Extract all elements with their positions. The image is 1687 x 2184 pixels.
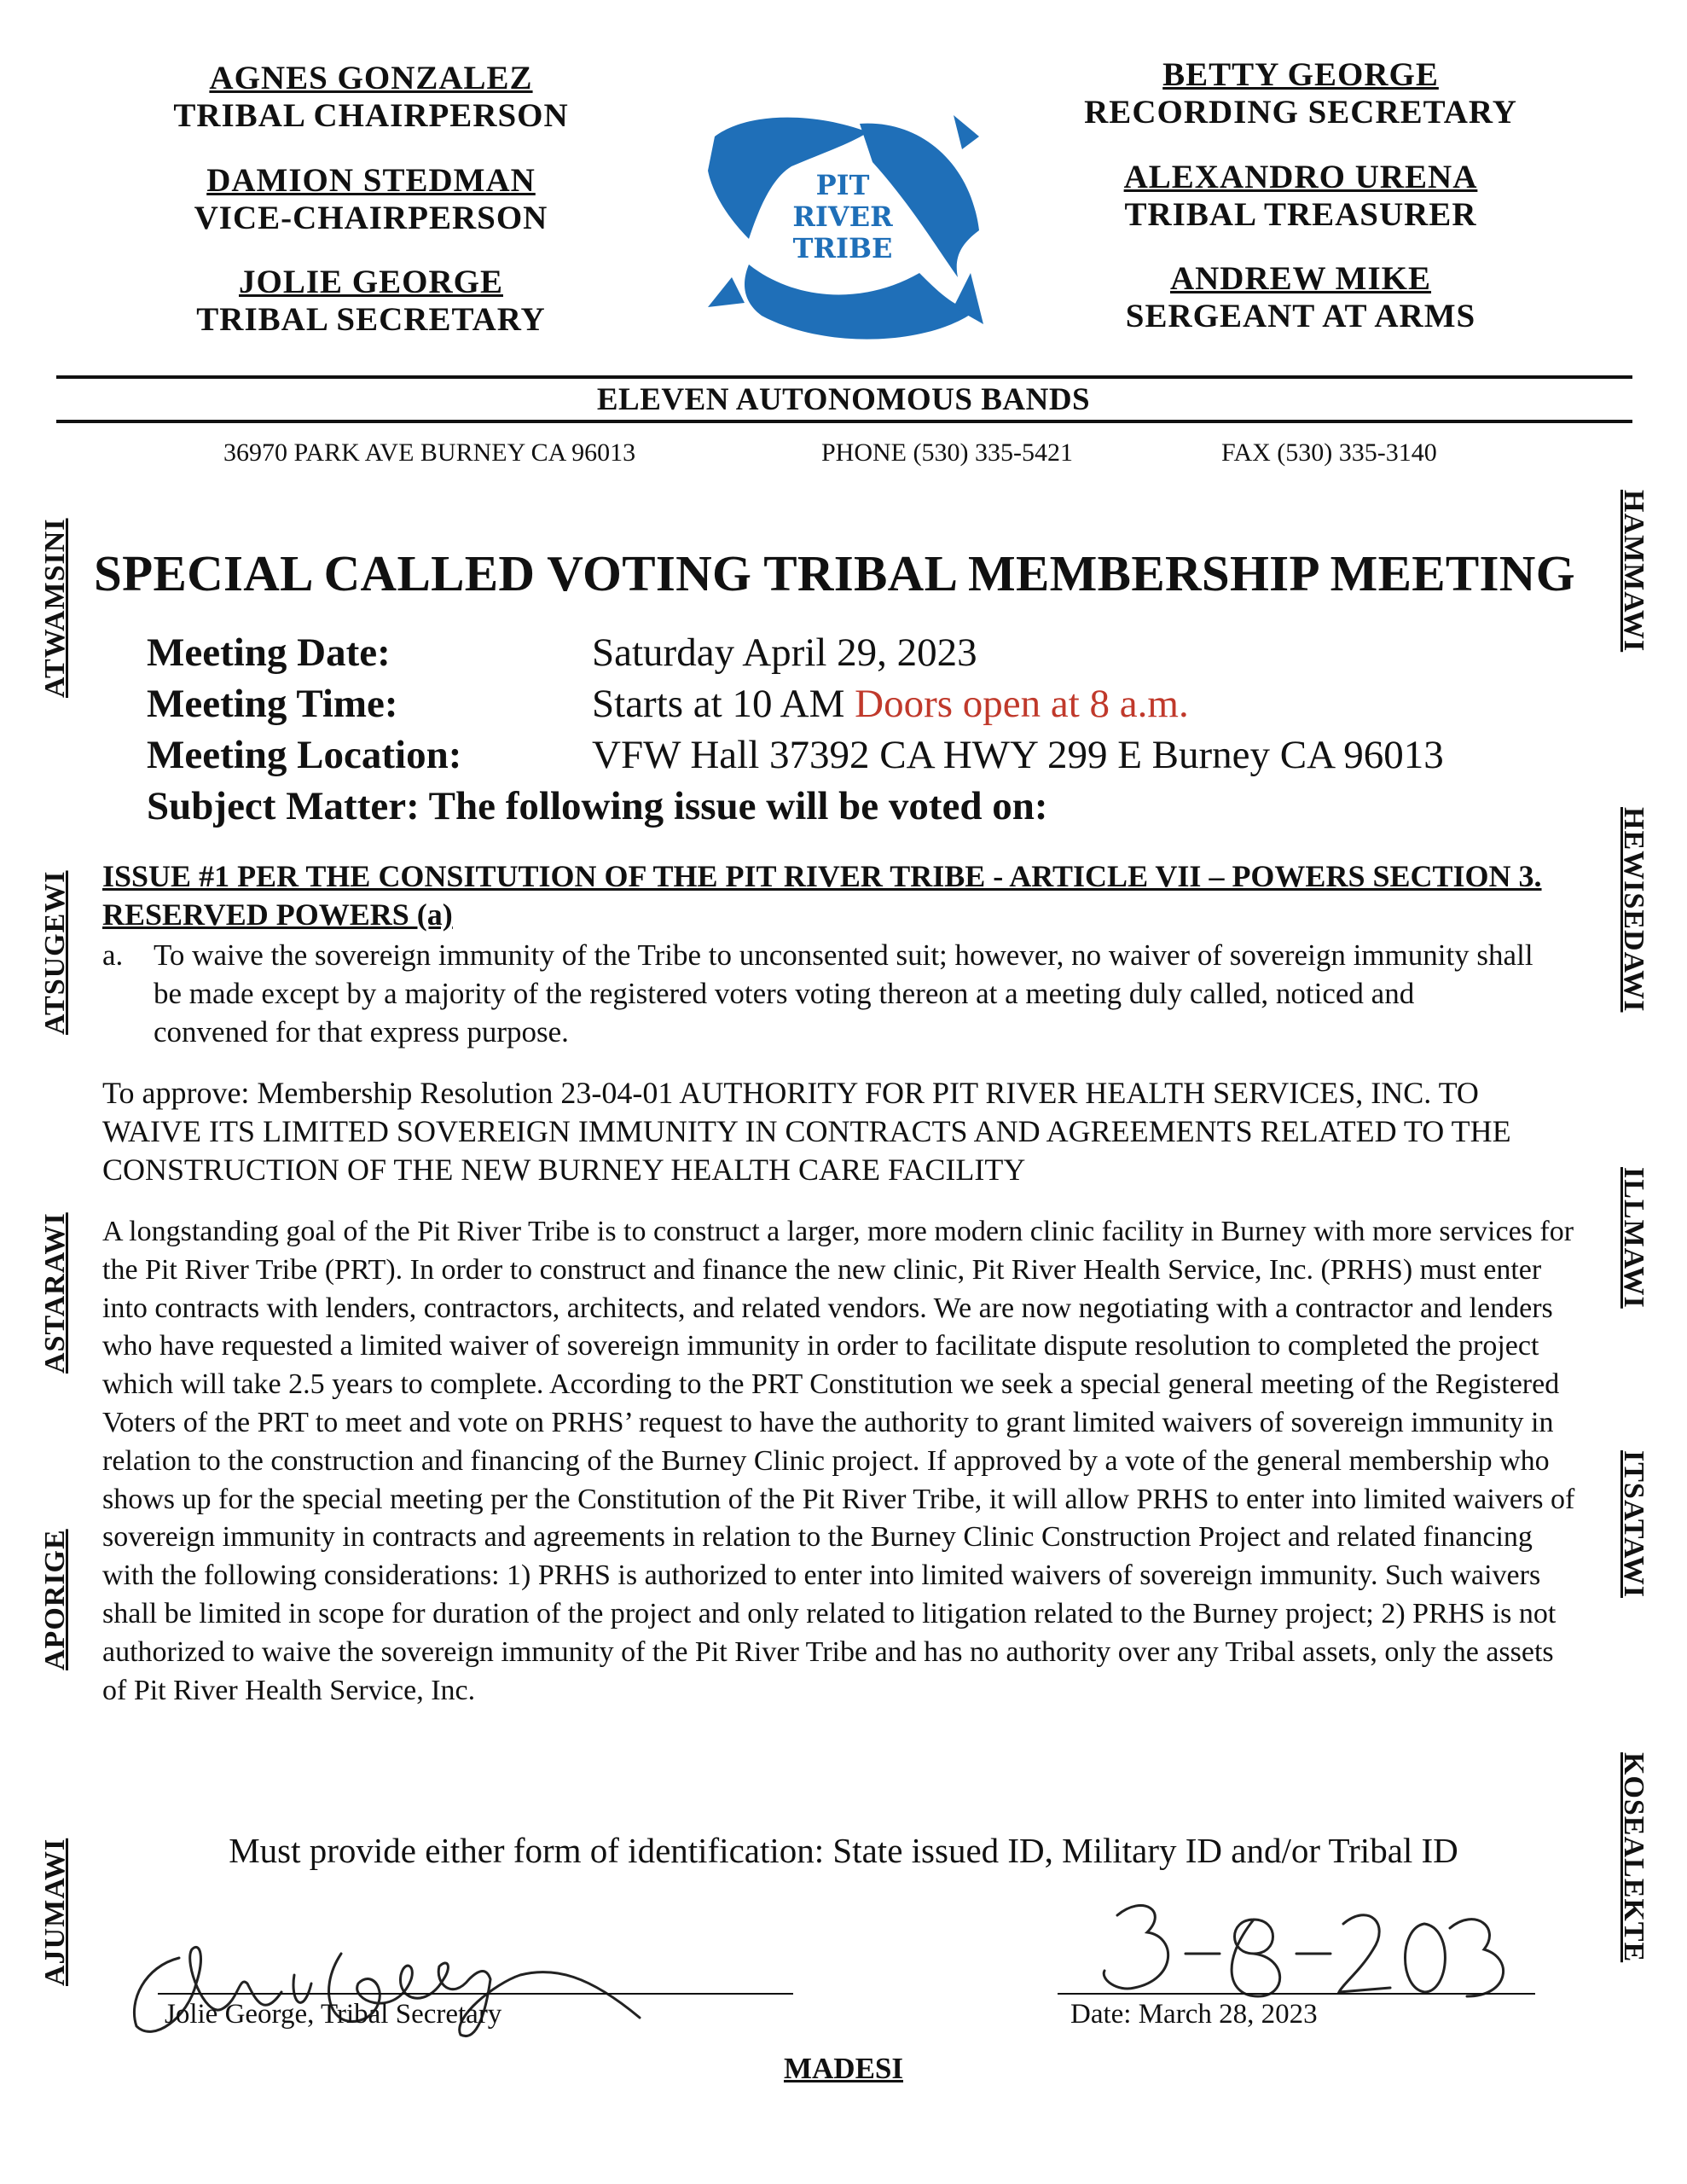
issue-item-text: To waive the sovereign immunity of the Tribe to unconsented suit; however, no waiver of sovereign immunity shall be made except by a majority of the registered voters voting thereon at a meeting duly called, noticed and convened for that express purpose. <box>154 938 1533 1048</box>
logo-text-line2: RIVER <box>792 200 893 233</box>
band-name-left: APORIGE <box>39 1529 71 1670</box>
phone: PHONE (530) 335-5421 <box>821 439 1073 467</box>
officer-vice-chairperson <box>132 162 610 237</box>
officer-name: DAMION STEDMAN <box>206 162 536 199</box>
band-name-right: KOSEALEKTE <box>1618 1752 1649 1963</box>
officer-sergeant-at-arms <box>1062 260 1539 335</box>
band-name-left: ASTARAWI <box>39 1212 71 1374</box>
band-name-right: ITSATAWI <box>1618 1450 1649 1599</box>
officer-title: SERGEANT AT ARMS <box>1125 298 1476 334</box>
band-name-left: ATSUGEWI <box>39 870 71 1035</box>
officer-name: AGNES GONZALEZ <box>209 60 533 96</box>
meeting-date-label: Meeting Date: <box>147 630 391 675</box>
meeting-time-row <box>592 681 1189 727</box>
logo-text-line1: PIT <box>815 169 870 201</box>
meeting-location-label: Meeting Location: <box>147 733 462 777</box>
band-name-right: HEWISEDAWI <box>1618 807 1649 1013</box>
band-name-left: ATWAMSINI <box>39 518 71 698</box>
fax: FAX (530) 335-3140 <box>1221 439 1437 467</box>
meeting-date-value: Saturday April 29, 2023 <box>592 630 977 675</box>
band-name-left: AJUMAWI <box>39 1838 71 1986</box>
officer-name: ALEXANDRO URENA <box>1123 159 1478 195</box>
subject-matter: Subject Matter: The following issue will be voted on: <box>147 784 1048 828</box>
signer-name: Jolie George, Tribal Secretary <box>165 1999 502 2030</box>
id-requirement: Must provide either form of identification: State issued ID, Military ID and/or Tribal ID <box>229 1831 1458 1870</box>
officer-title: TRIBAL SECRETARY <box>196 301 546 338</box>
officer-title: VICE-CHAIRPERSON <box>194 200 548 236</box>
document-title: SPECIAL CALLED VOTING TRIBAL MEMBERSHIP MEETING <box>94 545 1575 601</box>
officer-title: RECORDING SECRETARY <box>1084 94 1517 131</box>
logo-text-line3: TRIBE <box>792 232 893 264</box>
description-paragraph: A longstanding goal of the Pit River Tribe is to construct a larger, more modern clinic facility in Burney with more services for the Pit River Tribe (PRT). In order to construct and finance the new clinic, Pit River Health Service, Inc. (PRHS) must enter into contracts with lenders, contractors, architects, and related vendors. We are now negotiating with a contractor and lenders who have requested a limited waiver of sovereign immunity in order to facilitate dispute resolution to completed the project which will take 2.5 years to complete. According to the PRT Constitution we seek a special general meeting of the Registered Voters of the PRT to meet and vote on PRHS’ request to have the authority to grant limited waivers of sovereign immunity in relation to the construction and financing of the Burney Clinic project. If approved by a vote of the general membership who shows up for the special meeting per the Constitution of the Pit River Tribe, it will allow PRHS to enter into limited waivers of sovereign immunity in contracts and agreements in relation to the Burney Clinic Construction Project and related financing with the following considerations: 1) PRHS is authorized to enter into limited waivers of sovereign immunity. Such waivers shall be limited in scope for duration of the project and only related to litigation related to the Burney project; 2) PRHS is not authorized to waive the sovereign immunity of the Pit River Tribe and has no authority over any Tribal assets, only the assets of Pit River Health Service, Inc. <box>102 1216 1575 1706</box>
pit-river-tribe-logo <box>698 102 988 350</box>
approval-statement: To approve: Membership Resolution 23-04-01 AUTHORITY FOR PIT RIVER HEALTH SERVICES, INC. TO WAIVE ITS LIMITED SOVEREIGN IMMUNITY IN CONTRACTS AND AGREEMENTS RELATED TO THE CONSTRUCTION OF THE NEW BURNEY HEALTH CARE FACILITY <box>102 1076 1511 1187</box>
header-rule-top <box>56 375 1632 379</box>
officer-tribal-treasurer <box>1062 159 1539 234</box>
signature-date: Date: March 28, 2023 <box>1070 1999 1318 2030</box>
issue-heading: ISSUE #1 PER THE CONSITUTION OF THE PIT RIVER TRIBE - ARTICLE VII – POWERS SECTION 3. RESERVED POWERS (a) <box>102 859 1542 932</box>
meeting-location-value: VFW Hall 37392 CA HWY 299 E Burney CA 96013 <box>592 733 1444 777</box>
band-name-right: HAMMAWI <box>1618 490 1649 653</box>
officer-title: TRIBAL TREASURER <box>1124 196 1477 233</box>
signature-line <box>158 1993 793 1995</box>
officer-tribal-secretary <box>132 264 610 339</box>
date-line <box>1058 1993 1535 1995</box>
doors-open-note: Doors open at 8 a.m. <box>855 682 1189 726</box>
band-name-bottom: MADESI <box>783 2052 904 2085</box>
header-rule-bottom <box>56 420 1632 423</box>
officer-name: ANDREW MIKE <box>1169 260 1432 297</box>
address: 36970 PARK AVE BURNEY CA 96013 <box>223 439 636 467</box>
officer-recording-secretary <box>1062 56 1539 131</box>
bands-heading: ELEVEN AUTONOMOUS BANDS <box>596 382 1091 417</box>
officer-chairperson <box>132 60 610 135</box>
meeting-time-value: Starts at 10 AM <box>592 682 845 726</box>
band-name-right: ILLMAWI <box>1618 1167 1649 1309</box>
meeting-time-label: Meeting Time: <box>147 682 398 726</box>
issue-item <box>102 936 1535 1051</box>
officer-name: BETTY GEORGE <box>1162 56 1439 93</box>
officer-name: JOLIE GEORGE <box>239 264 503 300</box>
officer-title: TRIBAL CHAIRPERSON <box>173 97 569 134</box>
issue-item-marker: a. <box>102 938 124 972</box>
